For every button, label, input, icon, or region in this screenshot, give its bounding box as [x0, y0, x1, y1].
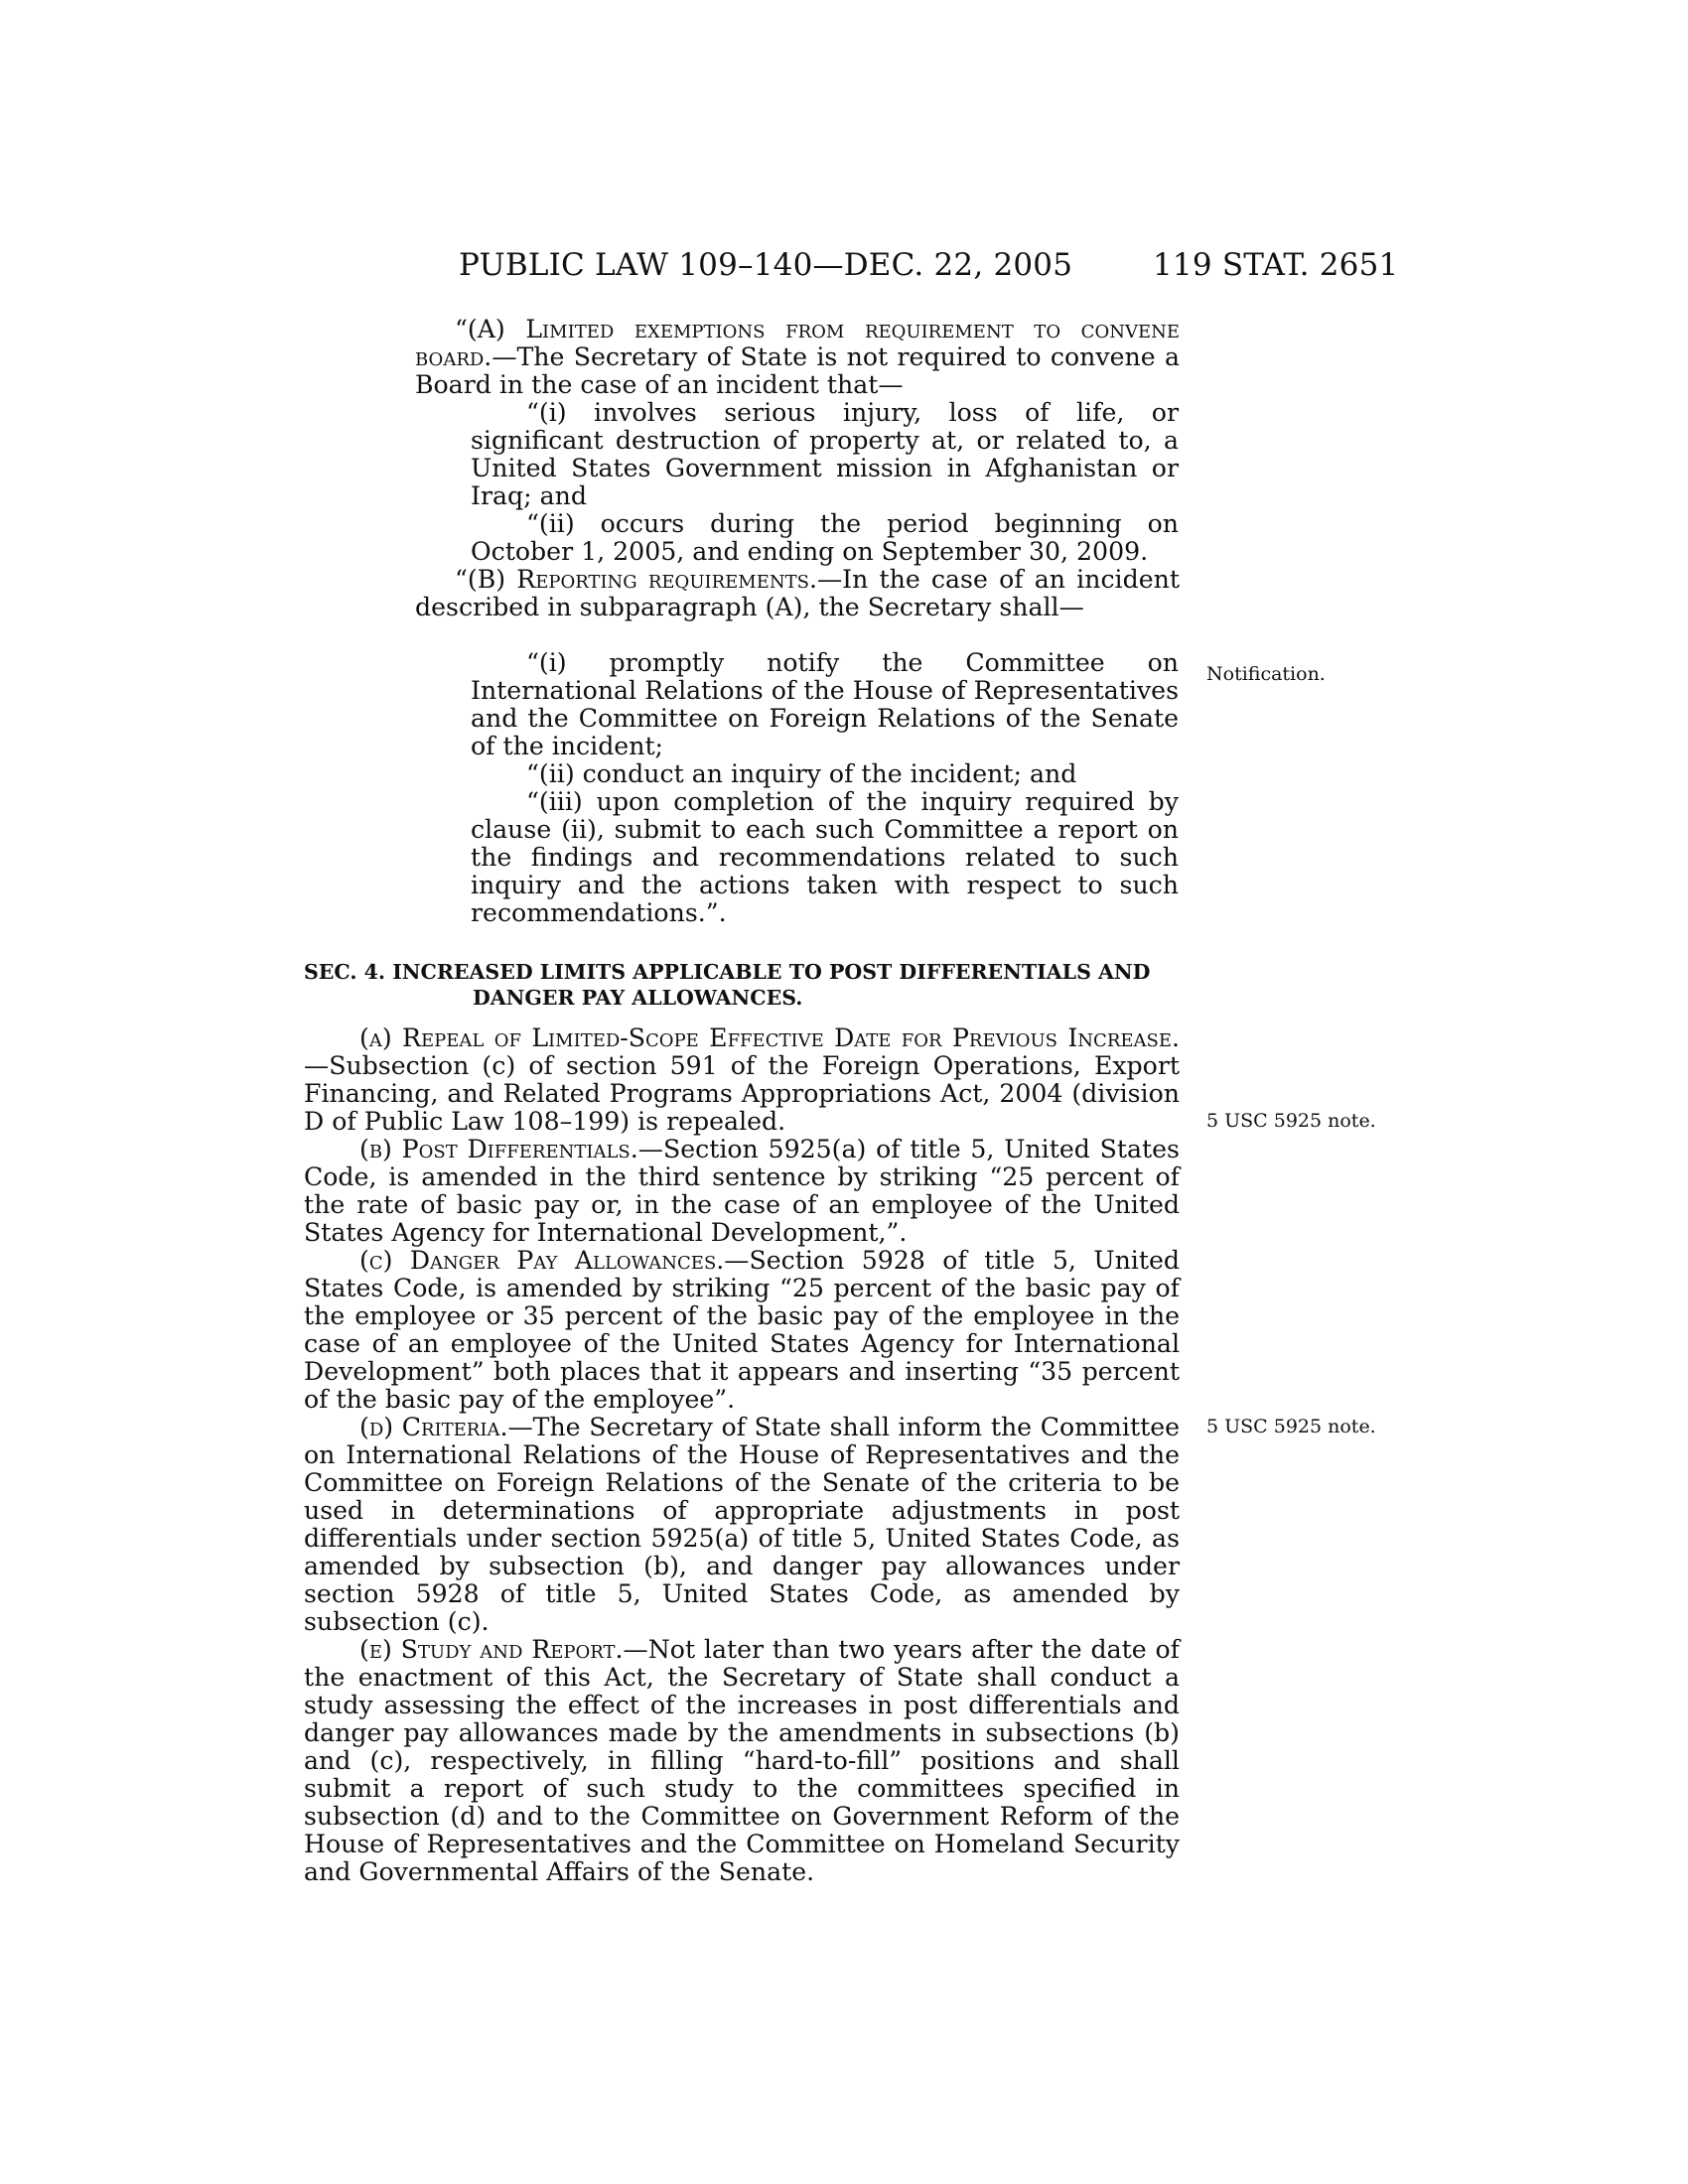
- subsection-a-text: —Subsection (c) of section 591 of the Foreign Operations, Export Financing, and Related Programs Appropriations Act, 2004 (division D of Public Law 108–199) is repealed.: [304, 1051, 1180, 1136]
- subsection-d: [304, 1414, 1180, 1636]
- margin-note-usc-2: 5 USC 5925 note.: [1206, 1416, 1376, 1437]
- clause-a-i: “(i) involves serious injury, loss of life, or significant destruction of property at, or related to, a United States Government mission in Afghanistan or Iraq; and: [471, 398, 1179, 510]
- clause-a-ii: “(ii) occurs during the period beginning on October 1, 2005, and ending on September 30, 2009.: [471, 509, 1179, 566]
- subsection-c-text: —Section 5928 of title 5, United States Code, is amended by striking “25 percent of the basic pay of the employee or 35 percent of the basic pay of the employee in the case of an employee of the United States Agency for International Development” both places that it appears and inserting “35 percent of the basic pay of the employee”.: [304, 1246, 1181, 1414]
- margin-note-notification: Notification.: [1206, 663, 1326, 685]
- subsection-c: [304, 1247, 1180, 1414]
- subsection-e-text: —Not later than two years after the date of the enactment of this Act, the Secretary of State shall conduct a study assessing the effect of the increases in post differentials and danger pay allowances made by the amendments in subsections (b) and (c), respectively, in filling “hard-to-fill” positions and shall submit a report of such study to the committees specified in subsection (d) and to the Committee on Government Reform of the House of Representatives and the Committee on Homeland Security and Governmental Affairs of the Senate.: [304, 1635, 1180, 1886]
- subparagraph-b: [415, 566, 1180, 621]
- section-heading: [304, 959, 1180, 1011]
- subparagraph-b-heading: “(B) Reporting requirements.: [455, 565, 817, 594]
- subsection-b-text: —Section 5925(a) of title 5, United States Code, is amended in the third sentence by striking “25 percent of the rate of basic pay or, in the case of an employee of the United States Agency for International Development,”.: [304, 1135, 1180, 1247]
- subsection-d-text: —The Secretary of State shall inform the Committee on International Relations of the House of Representatives and the Committee on Foreign Relations of the Senate of the criteria to be used in determinations of appropriate adjustments in post differentials under section 5925(a) of title 5, United States Code, as amended by subsection (b), and danger pay allowances under section 5928 of title 5, United States Code, as amended by subsection (c).: [304, 1413, 1181, 1636]
- subparagraph-a: [415, 316, 1180, 399]
- subparagraph-b-text: —In the case of an incident described in subparagraph (A), the Secretary shall—: [415, 565, 1180, 621]
- clause-b-ii: “(ii) conduct an inquiry of the incident; and: [526, 759, 1077, 788]
- subsection-b: [304, 1136, 1180, 1247]
- subsection-e-heading: (e) Study and Report.: [359, 1635, 624, 1664]
- subsection-a: [304, 1024, 1180, 1136]
- subsection-a-heading: (a) Repeal of Limited-Scope Effective Date for Previous Increase.: [359, 1024, 1180, 1052]
- subparagraph-a-heading: “(A) Limited exemptions from requirement to convene board.: [415, 315, 1180, 371]
- section-heading-line1: SEC. 4. INCREASED LIMITS APPLICABLE TO POST DIFFERENTIALS AND: [304, 960, 1151, 984]
- margin-note-usc-1: 5 USC 5925 note.: [1206, 1110, 1376, 1132]
- clause-b-i: “(i) promptly notify the Committee on International Relations of the House of Representatives and the Committee on Foreign Relations of the Senate of the incident;: [471, 648, 1179, 760]
- subsection-e: [304, 1636, 1180, 1886]
- subsection-c-heading: (c) Danger Pay Allowances.: [359, 1246, 725, 1275]
- subparagraph-a-text: —The Secretary of State is not required to convene a Board in the case of an incident that—: [415, 342, 1180, 399]
- subsection-d-heading: (d) Criteria.: [359, 1413, 508, 1441]
- page-number: 119 STAT. 2651: [1153, 247, 1399, 283]
- running-header-title: PUBLIC LAW 109–140—DEC. 22, 2005: [459, 247, 1073, 283]
- subsection-b-heading: (b) Post Differentials.: [359, 1135, 638, 1163]
- clause-b-iii: “(iii) upon completion of the inquiry required by clause (ii), submit to each such Committee a report on the findings and recommendations related to such inquiry and the actions taken with respect to such recommendations.”.: [471, 787, 1179, 927]
- section-heading-line2: DANGER PAY ALLOWANCES.: [473, 986, 803, 1010]
